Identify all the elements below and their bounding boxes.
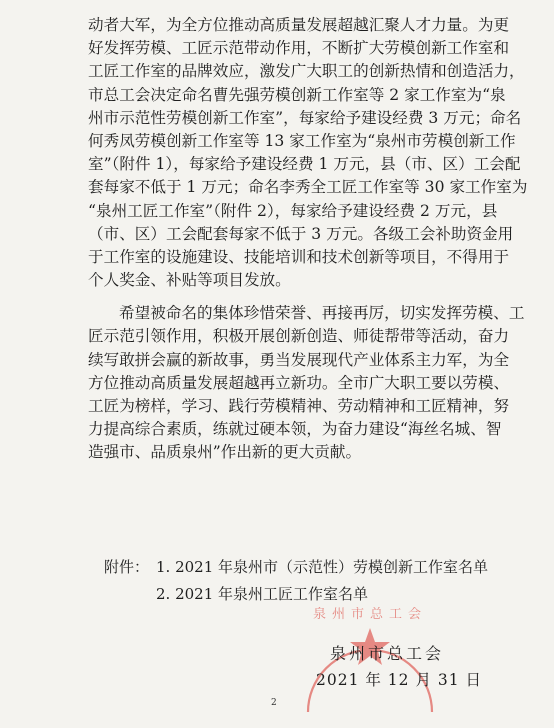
text-line: 动者大军，为全方位推动高质量发展超越汇聚人才力量。为更	[88, 16, 510, 34]
text-line: 个人奖金、补贴等项目发放。	[88, 271, 291, 290]
text-line: 州市示范性劳模创新工作室”，每家给予建设经费 3 万元；命名	[88, 108, 522, 127]
text-line: 匠示范引领作用，积极开展创新创造、师徒帮带等活动，奋力	[88, 327, 510, 346]
attachment-item-1: 1. 2021 年泉州市（示范性）劳模创新工作室名单	[156, 558, 489, 576]
text-line: 何秀凤劳模创新工作室等 13 家工作室为“泉州市劳模创新工作	[88, 131, 516, 150]
attachments-label: 附件：	[104, 558, 150, 576]
attachment-item-2: 2. 2021 年泉州工匠工作室名单	[156, 585, 369, 603]
text-line: 续写敢拼会赢的新故事，勇当发展现代产业体系主力军，为全	[88, 350, 510, 369]
text-line: 造强市、品质泉州”作出新的更大贡献。	[88, 443, 362, 462]
issuer-name: 泉州市总工会	[330, 644, 445, 663]
text-line: 于工作室的设施建设、技能培训和技术创新等项目，不得用于	[88, 247, 510, 266]
text-line: 室”（附件 1），每家给予建设经费 1 万元，县（市、区）工会配	[88, 155, 521, 174]
svg-text:泉州市总工会: 泉州市总工会	[312, 607, 428, 622]
text-line: 工匠工作室的品牌效应，激发广大职工的创新热情和创造活力，	[88, 62, 525, 81]
body-text	[88, 14, 528, 465]
text-line: 希望被命名的集体珍惜荣誉、再接再厉，切实发挥劳模、工	[119, 304, 525, 323]
page-number: 2	[271, 698, 277, 708]
text-line: “泉州工匠工作室”（附件 2），每家给予建设经费 2 万元，县	[88, 201, 498, 220]
text-line: 方位推动高质量发展超越再立新功。全市广大职工要以劳模、	[88, 373, 510, 392]
text-line: 好发挥劳模、工匠示范带动作用，不断扩大劳模创新工作室和	[88, 39, 510, 58]
text-line: （市、区）工会配套每家不低于 3 万元。各级工会补助资金用	[88, 224, 514, 243]
text-line: 工匠为榜样，学习、践行劳模精神、劳动精神和工匠精神，努	[88, 397, 510, 415]
issue-date: 2021 年 12 月 31 日	[316, 671, 483, 689]
text-line: 力提高综合素质，练就过硬本领，为奋力建设“海丝名城、智	[88, 420, 502, 439]
text-line: 套每家不低于 1 万元；命名李秀全工匠工作室等 30 家工作室为	[88, 178, 528, 197]
text-line: 市总工会决定命名曹先强劳模创新工作室等 2 家工作室为“泉	[88, 85, 506, 104]
